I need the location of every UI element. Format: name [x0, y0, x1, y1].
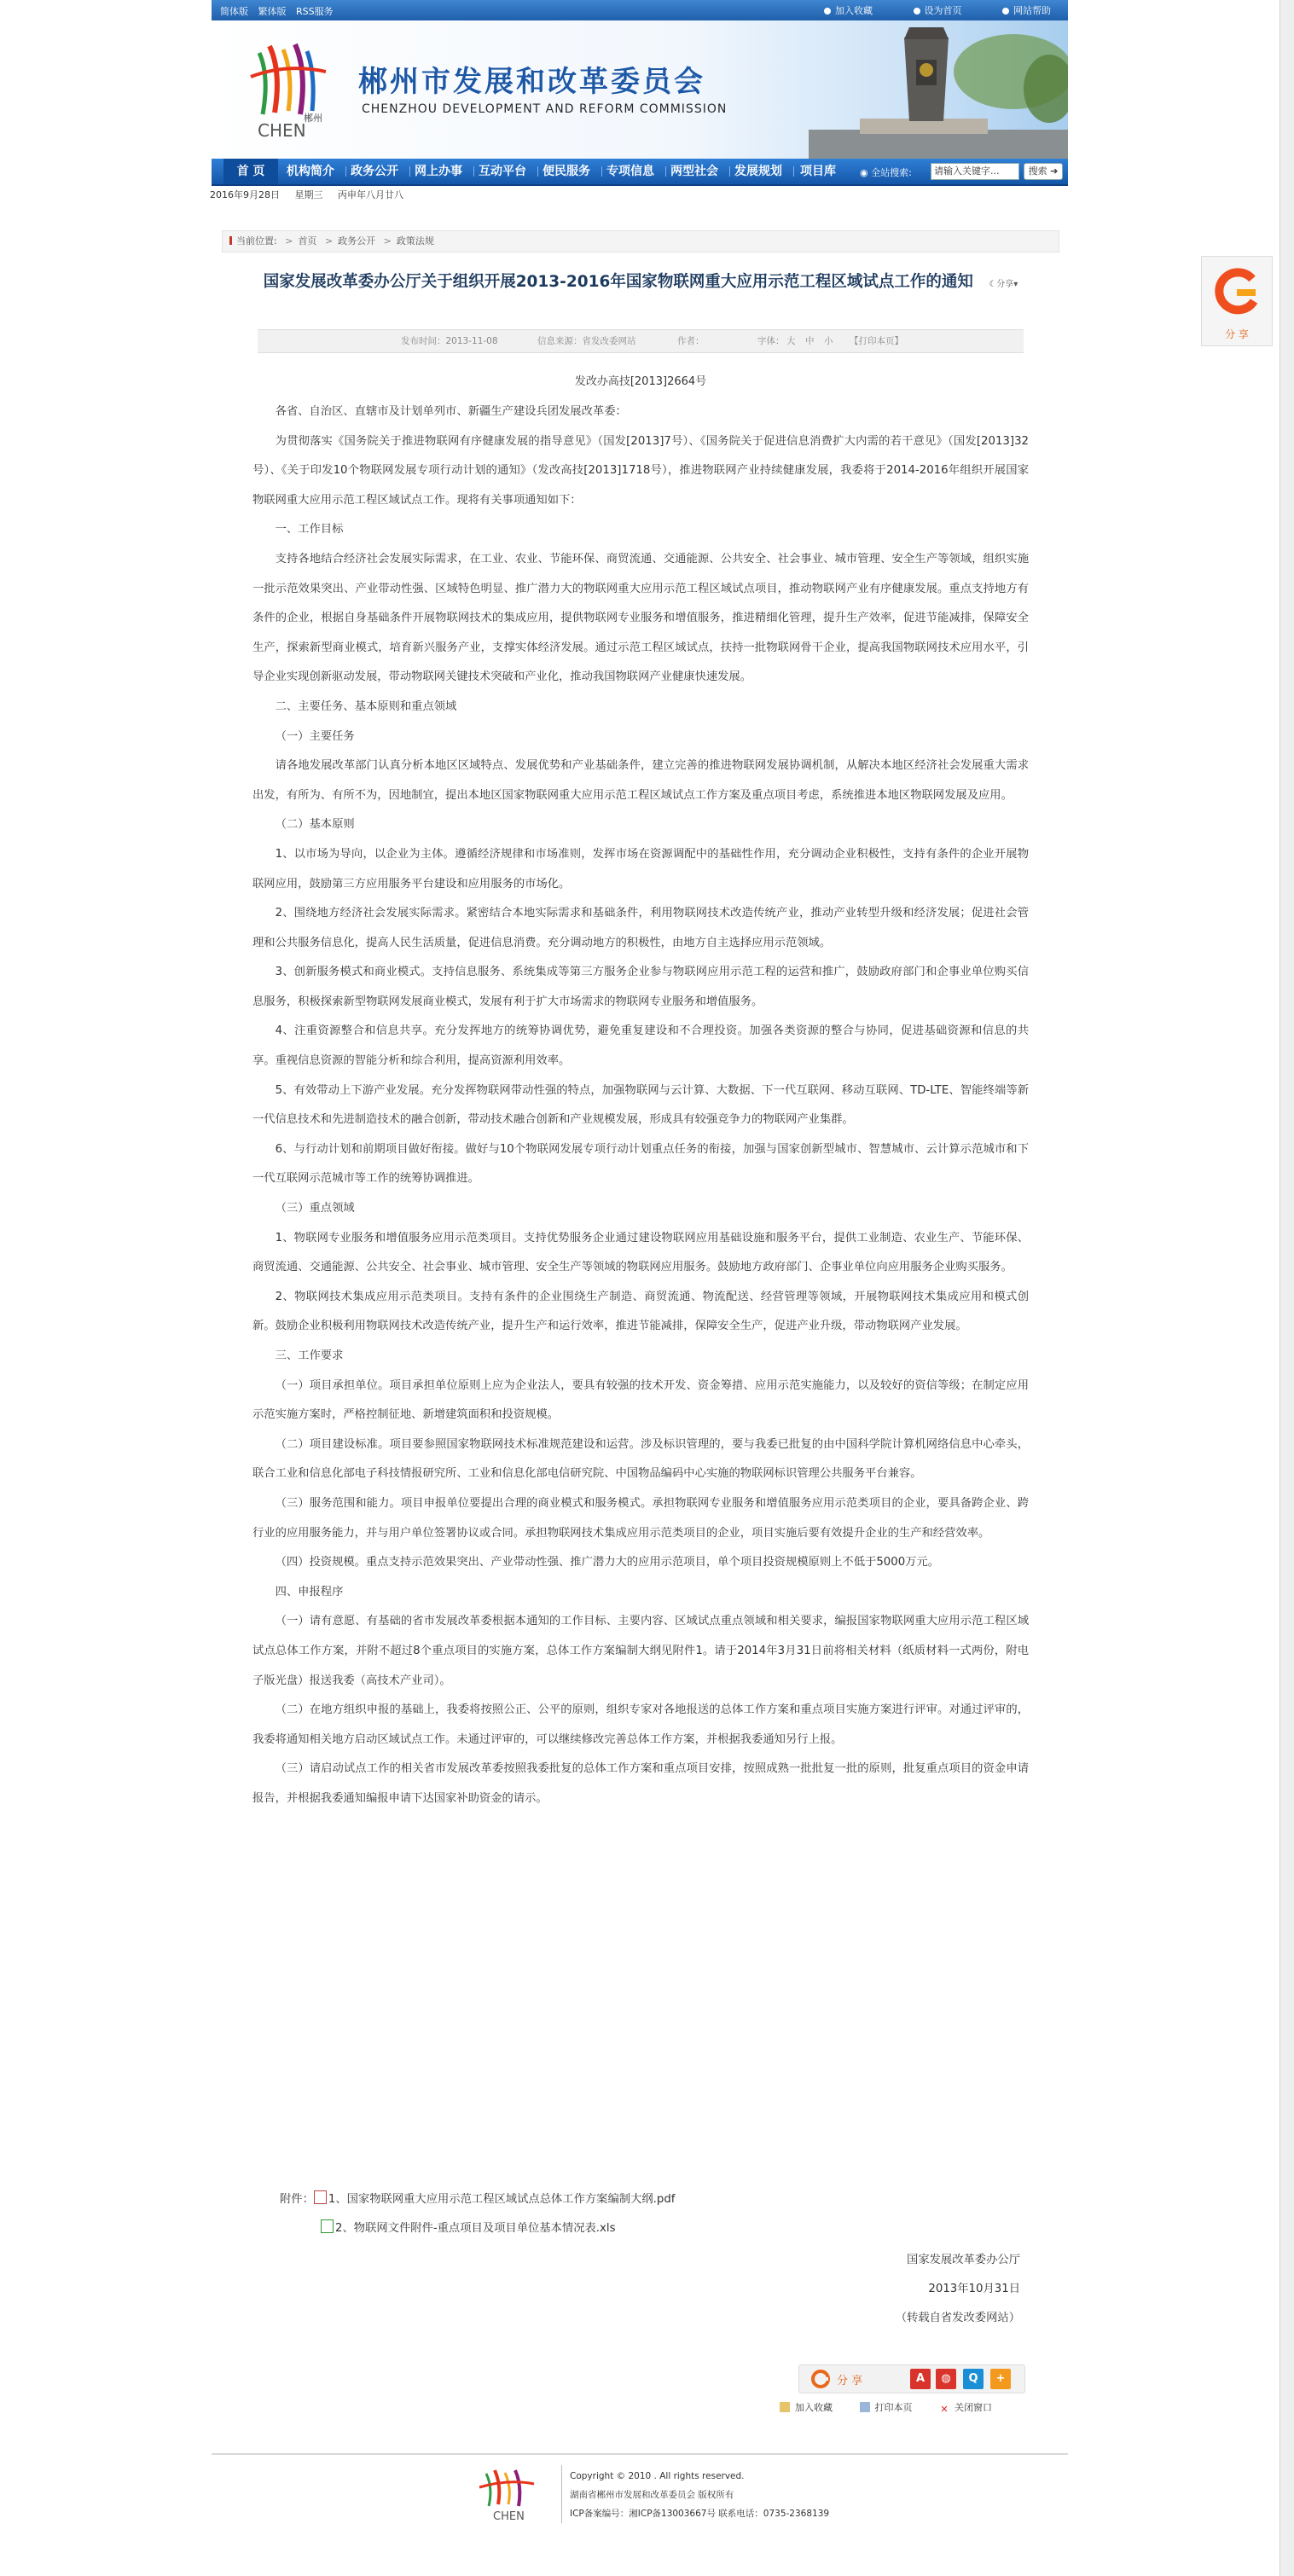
chevron-down-icon: ▾ — [1013, 280, 1018, 289]
date-bar — [210, 188, 415, 201]
more-share-icon[interactable]: + — [990, 2369, 1011, 2389]
floating-share-label: 分 享 — [1225, 328, 1249, 340]
article-body — [252, 397, 1029, 1814]
footer-divider — [212, 2453, 1068, 2455]
paragraph: （二）项目建设标准。项目要参照国家物联网技术标准规范建设和运营。涉及标识管理的，要与我委已批复的由中国科学院计算机网络信息中心牵头，联合工业和信息化部电子科技情报研究所、工业和信息化部电信研究院、中国物品编码中心实施的物联网标识管理公共服务平台兼容。 — [252, 1437, 1029, 1481]
right-scrollbar[interactable] — [1279, 0, 1294, 2576]
traditional-link[interactable]: 繁体版 — [258, 6, 287, 17]
attachment-row — [280, 2214, 675, 2243]
top-links — [786, 3, 1051, 17]
article-meta — [258, 329, 1024, 353]
set-homepage-link[interactable] — [914, 5, 962, 16]
monument-image — [809, 20, 1068, 159]
language-links — [220, 4, 340, 18]
paragraph: （三）重点领域 — [275, 1202, 355, 1215]
paragraph: （一）项目承担单位。项目承担单位原则上应为企业法人，要具有较强的技术开发、资金筹措、应用示范实施能力，以及较好的资信等级；在制定应用示范实施方案时，严格控制征地、新增建筑面积和投资规模。 — [252, 1378, 1029, 1422]
close-window-tool[interactable] — [939, 2402, 992, 2413]
article-title — [252, 270, 1029, 298]
top-bar — [212, 0, 1068, 20]
printer-icon — [860, 2402, 870, 2412]
share-label[interactable]: 分 享 — [837, 2375, 863, 2387]
site-title: 郴州市发展和改革委员会 — [358, 65, 705, 99]
nav-divider — [409, 166, 410, 177]
title-share-label: 分享 — [996, 280, 1014, 289]
author: 作者： — [677, 336, 705, 346]
icp-and-phone: ICP备案编号：湘ICP备13003667号 联系电话：0735-2368139 — [570, 2509, 830, 2519]
footer-text — [570, 2467, 829, 2523]
add-favorite-tool-label: 加入收藏 — [795, 2402, 833, 2413]
font-size-small[interactable]: 小 — [824, 336, 833, 346]
title-share-button[interactable] — [989, 280, 1018, 289]
nav-divider — [729, 166, 730, 177]
nav-item-project-library[interactable]: 项目库 — [800, 165, 836, 178]
print-link[interactable]: 【打印本页】 — [850, 336, 903, 346]
paragraph: 四、申报程序 — [275, 1585, 344, 1598]
nav-divider — [601, 166, 602, 177]
rss-link[interactable]: RSS服务 — [296, 6, 334, 17]
article-tools — [780, 2400, 1016, 2415]
nav-divider — [793, 166, 794, 177]
paragraph: （一）主要任务 — [275, 729, 355, 743]
nav-item-special-info[interactable]: 专项信息 — [606, 165, 654, 178]
current-weekday: 星期三 — [294, 189, 323, 200]
site-help-link[interactable] — [1002, 5, 1051, 16]
paragraph: 3、创新服务模式和商业模式。支持信息服务、系统集成等第三方服务企业参与物联网应用示范工程的运营和推广，鼓励政府部门和企事业单位购买信息服务，积极探索新型物联网发展商业模式，发展有利于扩大市场需求的物联网专业服务和增值服务。 — [252, 966, 1029, 1008]
issue-date: 2013年10月31日 — [928, 2283, 1020, 2295]
breadcrumb-separator: > — [324, 235, 334, 247]
paragraph: （三）服务范围和能力。项目申报单位要提出合理的商业模式和服务模式。承担物联网专业服务和增值服务应用示范类项目的企业，要具备跨企业、跨行业的应用服务能力，并与用户单位签署协议或合同。承担物联网技术集成应用示范类项目的企业，项目实施后要有效提升企业的生产和经营效率。 — [252, 1496, 1029, 1540]
nav-item-online-service[interactable]: 网上办事 — [415, 165, 462, 178]
add-favorite-link[interactable] — [824, 5, 873, 16]
document-number: 发改办高技[2013]2664号 — [574, 375, 707, 388]
info-source: 信息来源：省发改委网站 — [537, 336, 636, 346]
attachment-link-xls[interactable]: 2、物联网文件附件-重点项目及项目单位基本情况表.xls — [335, 2222, 616, 2235]
reprint-note: （转载自省发改委网站） — [895, 2312, 1020, 2324]
font-size-large[interactable]: 大 — [786, 336, 796, 346]
paragraph: 5、有效带动上下游产业发展。充分发挥物联网带动性强的特点，加强物联网与云计算、大数据、下一代互联网、移动互联网、TD-LTE、智能终端等新一代信息技术和先进制造技术的融合创新，带动技术融合创新和产业规模发展，形成具有较强竞争力的物联网产业集群。 — [252, 1083, 1029, 1127]
current-date: 2016年9月28日 — [210, 189, 280, 200]
font-size-label: 字体： — [757, 336, 785, 346]
paragraph: 1、物联网专业服务和增值服务应用示范类项目。支持优势服务企业通过建设物联网应用基础设施和服务平台，提供工业制造、农业生产、节能环保、商贸流通、交通能源、公共安全、社会事业、城市管理、安全生产等领域的物联网应用服务。鼓励地方政府部门、企事业单位向应用服务企业购买服务。 — [252, 1231, 1029, 1274]
search-icon: ◉ — [860, 167, 872, 178]
paragraph: 1、以市场为导向，以企业为主体。遵循经济规律和市场准则，发挥市场在资源调配中的基础性作用，充分调动企业积极性，支持有条件的企业开展物联网应用，鼓励第三方应用服务平台建设和应用服务的市场化。 — [252, 847, 1029, 891]
share-icon: ☾ — [989, 280, 997, 289]
simplified-link[interactable]: 简体版 — [220, 6, 248, 17]
nav-item-interaction[interactable]: 互动平台 — [479, 165, 526, 178]
publish-date: 发布时间：2013-11-08 — [401, 336, 498, 346]
search-button-label: 搜索 — [1028, 165, 1047, 177]
site-help-label: 网站帮助 — [1013, 5, 1051, 16]
bullet-icon — [914, 8, 920, 15]
nav-item-two-type-society[interactable]: 两型社会 — [670, 165, 718, 178]
attachment-link-pdf[interactable]: 1、国家物联网重大应用示范工程区域试点总体工作方案编制大纲.pdf — [328, 2193, 676, 2206]
paragraph: 4、注重资源整合和信息共享。充分发挥地方的统筹协调优势，避免重复建设和不合理投资。加强各类资源的整合与协同，促进基础资源和信息的共享。重视信息资源的智能分析和综合利用，提高资源利用效率。 — [252, 1024, 1029, 1068]
paragraph: 支持各地结合经济社会发展实际需求，在工业、农业、节能环保、商贸流通、交通能源、公共安全、社会事业、城市管理、安全生产等领域，组织实施一批示范效果突出、产业带动性强、区域特色明显、推广潜力大的物联网重大应用示范工程区域试点项目，推动物联网产业有序健康发展。重点支持地方有条件的企业，根据自身基础条件开展物联网技术的集成应用，提供物联网专业服务和增值服务，推进精细化管理，提升生产效率，促进节能减排，保障安全生产，探索新型商业模式，培育新兴服务产业，支撑实体经济发展。通过示范工程区域试点，扶持一批物联网骨干企业，提高我国物联网技术应用水平，引导企业实现创新驱动发展，带动物联网关键技术突破和产业化，推动我国物联网产业健康快速发展。 — [252, 552, 1029, 684]
nav-divider — [537, 166, 538, 177]
footer-logo — [474, 2469, 546, 2523]
nav-item-about[interactable]: 机构简介 — [287, 165, 334, 178]
attachment-row — [280, 2185, 675, 2214]
breadcrumb-gov-affairs[interactable]: 政务公开 — [338, 235, 376, 247]
paragraph: 各省、自治区、直辖市及计划单列市、新疆生产建设兵团发展改革委： — [275, 405, 627, 418]
lunar-date: 丙申年八月廿八 — [338, 189, 403, 200]
nav-divider — [665, 166, 666, 177]
nav-item-development-plan[interactable]: 发展规划 — [734, 165, 782, 178]
logo-city: 郴州 — [304, 113, 322, 124]
breadcrumb-separator: > — [285, 235, 293, 247]
share-bar — [798, 2364, 1025, 2393]
paragraph: 二、主要任务、基本原则和重点领域 — [275, 699, 457, 713]
nav-item-gov-affairs[interactable]: 政务公开 — [351, 165, 398, 178]
copyright: Copyright © 2010 . All rights reserved. — [570, 2471, 745, 2481]
logo-text: CHEN — [258, 120, 306, 140]
footer-separator — [561, 2465, 562, 2523]
close-icon: ✕ — [940, 2404, 949, 2415]
nav-item-home[interactable]: 首 页 — [223, 159, 278, 184]
paragraph: （三）请启动试点工作的相关省市发展改革委按照我委批复的总体工作方案和重点项目安排，按照成熟一批批复一批的原则，批复重点项目的资金申请报告，并根据我委通知编报申请下达国家补助资金的请示。 — [252, 1762, 1029, 1805]
footer-logo-text: CHEN — [493, 2510, 525, 2523]
qzone-share-icon[interactable]: Q — [963, 2369, 984, 2389]
paragraph: 2、围绕地方经济社会发展实际需求。紧密结合本地实际需求和基础条件，利用物联网技术改造传统产业，推动产业转型升级和经济发展；促进社会管理和公共服务信息化，提高人民生活质量，促进信息消费。充分调动地方的积极性，由地方自主选择应用示范领域。 — [252, 907, 1029, 949]
site-subtitle: CHENZHOU DEVELOPMENT AND REFORM COMMISSION — [362, 102, 728, 116]
site-logo[interactable] — [244, 38, 342, 140]
search-input[interactable]: 请输入关键字... — [931, 163, 1019, 180]
issuer: 国家发展改革委办公厅 — [907, 2254, 1020, 2266]
paragraph: 6、与行动计划和前期项目做好衔接。做好与10个物联网发展专项行动计划重点任务的衔接，加强与国家创新型城市、智慧城市、云计算示范城市和下一代互联网示范城市等工作的统筹协调推进。 — [252, 1142, 1029, 1186]
print-tool[interactable] — [860, 2402, 913, 2413]
breadcrumb-label: 当前位置: — [236, 235, 277, 247]
pdf-file-icon — [314, 2190, 327, 2204]
attachments — [280, 2185, 675, 2243]
nav-divider — [345, 166, 346, 177]
paragraph: 2、物联网技术集成应用示范类项目。支持有条件的企业围绕生产制造、商贸流通、物流配送、经营管理等领域，开展物联网技术集成应用和模式创新。鼓励企业积极利用物联网技术改造传统产业，提升生产和运行效率，推进节能减排，保障安全生产，促进产业升级，带动物联网产业发展。 — [252, 1290, 1029, 1333]
add-favorite-tool[interactable] — [780, 2402, 833, 2413]
print-tool-label: 打印本页 — [874, 2402, 913, 2413]
article-title-text: 国家发展改革委办公厅关于组织开展2013-2016年国家物联网重大应用示范工程区域试点工作的通知 — [263, 273, 973, 291]
favorite-icon — [780, 2402, 790, 2412]
search-label — [860, 165, 912, 179]
header-banner — [212, 20, 1068, 159]
attachments-label: 附件： — [280, 2193, 314, 2206]
nav-divider — [473, 166, 474, 177]
share-logo-icon[interactable] — [811, 2370, 830, 2388]
add-favorite-label: 加入收藏 — [835, 5, 873, 16]
breadcrumb-separator: > — [383, 235, 392, 247]
set-homepage-label: 设为首页 — [924, 5, 962, 16]
breadcrumb-policy[interactable]: 政策法规 — [396, 235, 434, 247]
nav-item-public-service[interactable]: 便民服务 — [543, 165, 590, 178]
paragraph: 一、工作目标 — [275, 523, 344, 537]
paragraph: （二）在地方组织申报的基础上，我委将按照公正、公平的原则，组织专家对各地报送的总体工作方案和重点项目实施方案进行评审。对通过评审的，我委将通知相关地方启动区域试点工作。未通过评审的，可以继续修改完善总体工作方案，并根据我委通知另行上报。 — [252, 1703, 1029, 1746]
page — [212, 0, 1068, 2576]
signature-block — [896, 2246, 1020, 2333]
paragraph: 为贯彻落实《国务院关于推进物联网有序健康发展的指导意见》（国发[2013]7号）、《国务院关于促进信息消费扩大内需的若干意见》（国发[2013]32号）、《关于印发10个物联网发展专项行动计划的通知》（发改高技[2013]1718号），推进物联网产业持续健康发展，我委将于2014-2016年组织开展国家物联网重大应用示范工程区域试点工作。现将有关事项通知如下： — [252, 434, 1029, 507]
breadcrumb-marker-icon — [229, 236, 232, 245]
site-owner: 湖南省郴州市发展和改革委员会 版权所有 — [570, 2490, 734, 2500]
paragraph: （二）基本原则 — [275, 818, 355, 832]
main-nav — [212, 159, 1068, 186]
weibo-share-icon[interactable]: ◍ — [936, 2369, 956, 2389]
breadcrumb-home[interactable]: 首页 — [298, 235, 317, 247]
paragraph: （一）请有意愿、有基础的省市发展改革委根据本通知的工作目标、主要内容、区域试点重点领域和相关要求，编报国家物联网重大应用示范工程区域试点总体工作方案，并附不超过8个重点项目的实施方案，总体工作方案编制大纲见附件1。请于2014年3月31日前将相关材料（纸质材料一式两份，附电子版光盘）报送我委（高技术产业司）。 — [252, 1615, 1029, 1687]
breadcrumb — [222, 230, 1059, 252]
excel-file-icon — [321, 2219, 334, 2233]
font-size-medium[interactable]: 中 — [805, 336, 815, 346]
paragraph: 三、工作要求 — [275, 1349, 344, 1362]
paragraph: （四）投资规模。重点支持示范效果突出、产业带动性强、推广潜力大的应用示范项目，单个项目投资规模原则上不低于5000万元。 — [275, 1556, 940, 1569]
bullet-icon — [1002, 8, 1009, 15]
pdf-share-icon[interactable]: A — [910, 2369, 931, 2389]
bullet-icon — [824, 8, 831, 15]
close-window-label: 关闭窗口 — [955, 2402, 992, 2413]
paragraph: 请各地发展改革部门认真分析本地区区域特点、发展优势和产业基础条件，建立完善的推进物联网发展协调机制，从解决本地区经济社会发展重大需求出发，有所为、有所不为，因地制宜，提出本地区国家物联网重大应用示范工程区域试点工作方案及重点项目考虑，系统推进本地区物联网发展及应用。 — [252, 759, 1029, 802]
floating-share-widget[interactable] — [1201, 256, 1273, 346]
search-button[interactable]: 搜索 ➔ — [1024, 163, 1063, 180]
search-label-text: 全站搜索: — [871, 167, 912, 178]
share-logo-icon — [1213, 267, 1261, 320]
